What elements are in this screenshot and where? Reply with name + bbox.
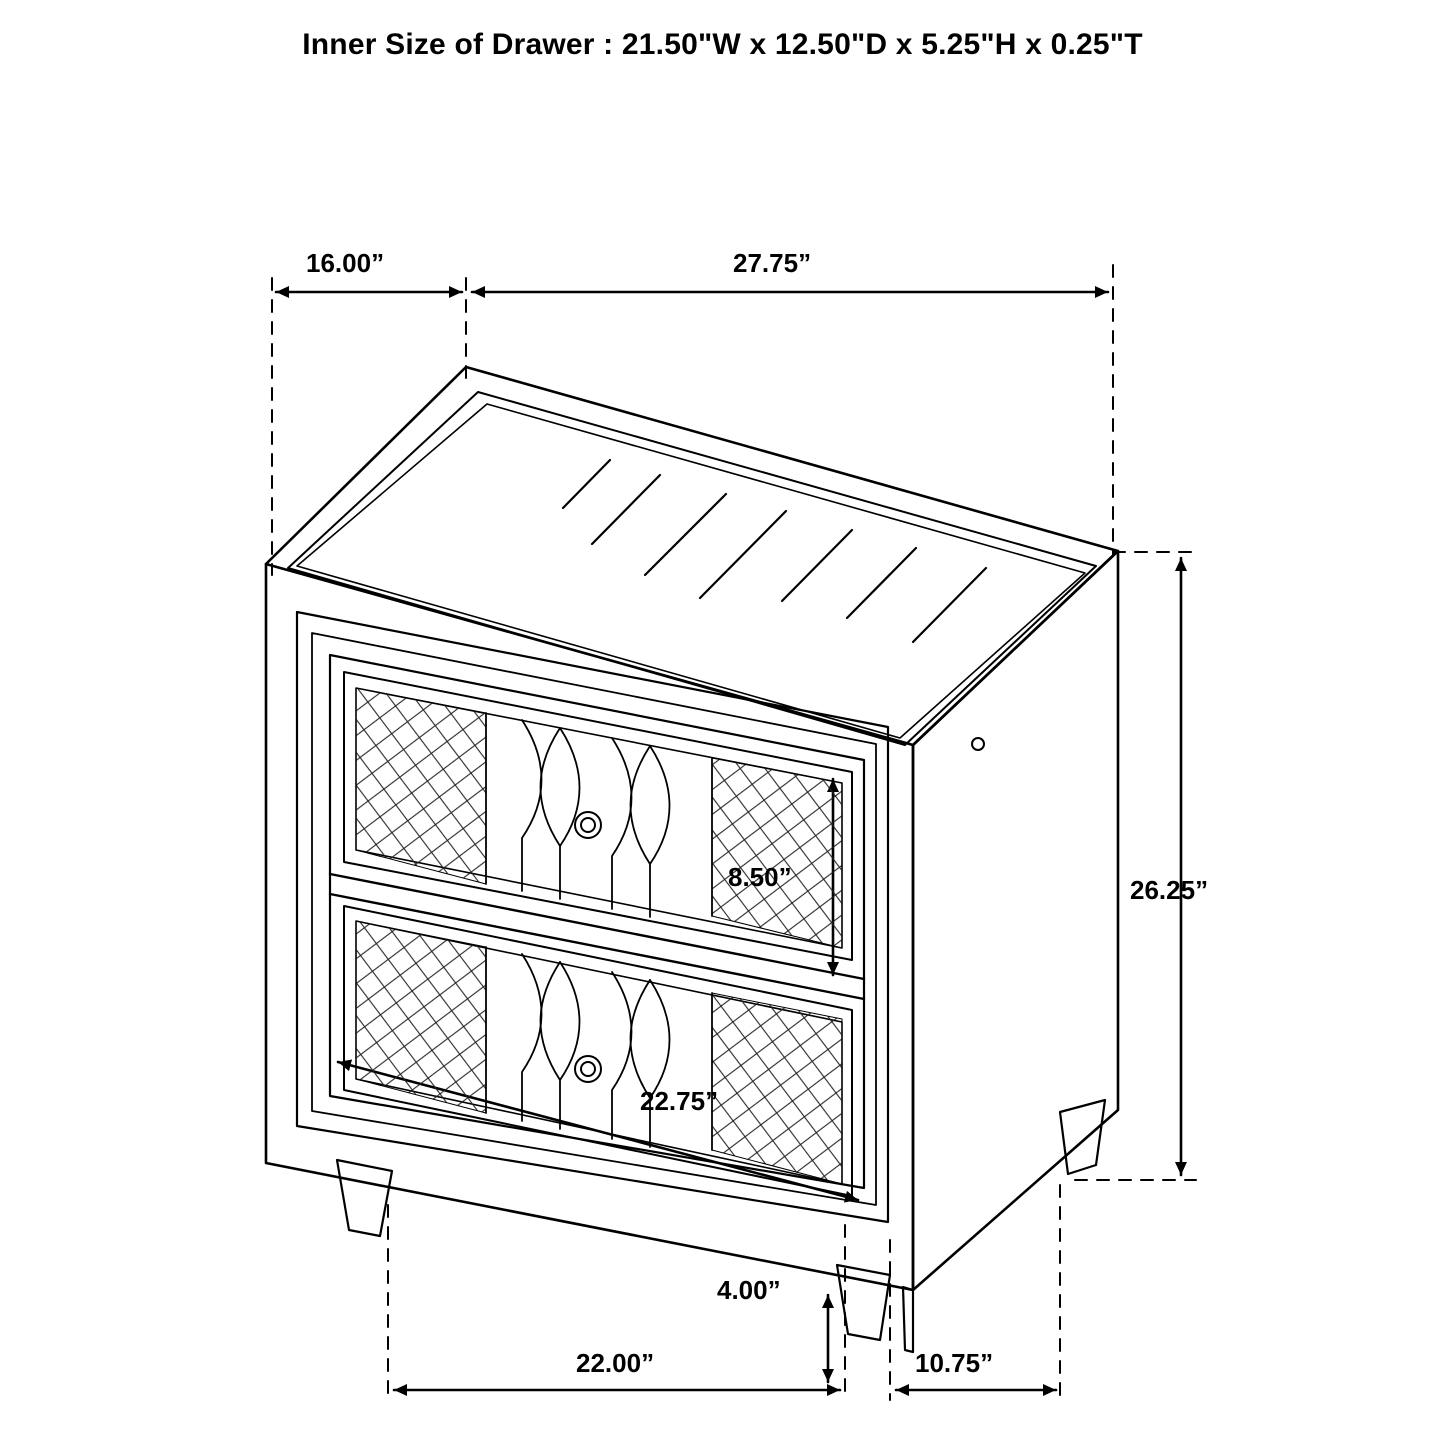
dim-front-width: 22.00” <box>576 1348 655 1378</box>
page-title: Inner Size of Drawer : 21.50"W x 12.50"D x 5.25"H x 0.25"T <box>302 28 1143 61</box>
dim-width-top-right: 27.75” <box>733 248 812 278</box>
dim-drawer-height: 8.50” <box>728 862 792 892</box>
dim-height-right: 26.25” <box>1130 875 1209 905</box>
dim-side-depth: 10.75” <box>915 1348 994 1378</box>
dim-drawer-width: 22.75” <box>640 1086 719 1116</box>
dim-depth-top-left: 16.00” <box>306 248 385 278</box>
dim-leg-height: 4.00” <box>717 1275 781 1305</box>
